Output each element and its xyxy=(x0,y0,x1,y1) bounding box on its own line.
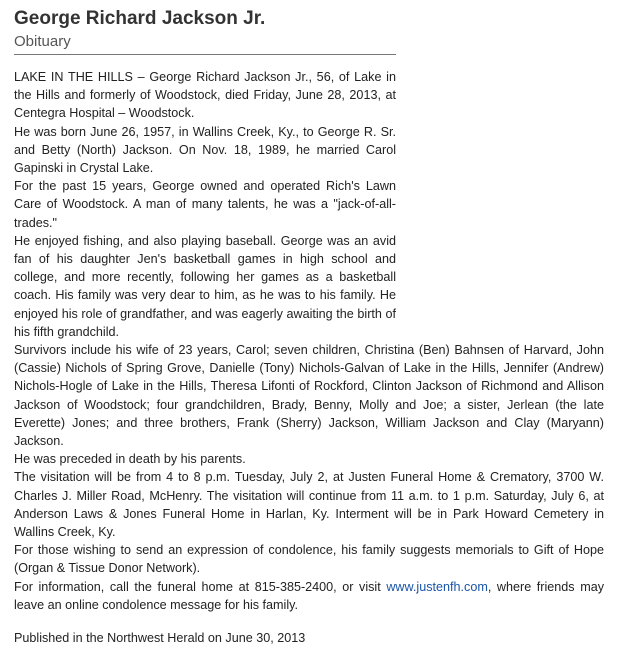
obituary-page xyxy=(14,6,604,647)
paragraph-career: For the past 15 years, George owned and operated Rich's Lawn Care of Woodstock. A man of many talents, he was a "jack-of-all-trades." xyxy=(14,179,396,230)
page-title: George Richard Jackson Jr. xyxy=(14,8,266,29)
paragraph-intro: LAKE IN THE HILLS – George Richard Jackson Jr., 56, of Lake in the Hills and formerly of Woodstock, died Friday, June 28, 2013, at Centegra Hospital – Woodstock. xyxy=(14,70,396,121)
paragraph-memorials: For those wishing to send an expression of condolence, his family suggests memorials to Gift of Hope (Organ & Tissue Donor Network). xyxy=(14,543,604,576)
paragraph-visitation: The visitation will be from 4 to 8 p.m. Tuesday, July 2, at Justen Funeral Home & Crematory, 3700 W. Charles J. Miller Road, McHenry. The visitation will continue from 11 a.m. to 1 p.m. Saturday, July 6, at Anderson Laws & Jones Funeral Home in Harlan, Ky. Interment will be in Park Howard Cemetery in Wallins Creek, Ky. xyxy=(14,470,604,540)
photo-space xyxy=(396,68,604,310)
published-line: Published in the Northwest Herald on June 30, 2013 xyxy=(14,631,306,646)
page-subtitle: Obituary xyxy=(14,33,71,50)
paragraph-information xyxy=(14,578,604,614)
paragraph-birth: He was born June 26, 1957, in Wallins Creek, Ky., to George R. Sr. and Betty (North) Jackson. On Nov. 18, 1989, he married Carol Gapinski in Crystal Lake. xyxy=(14,124,396,176)
funeral-home-link[interactable]: www.justenfh.com xyxy=(386,579,488,594)
info-text-before: For information, call the funeral home at 815-385-2400, or visit xyxy=(14,579,387,594)
obituary-header xyxy=(14,6,396,55)
paragraph-preceded: He was preceded in death by his parents. xyxy=(14,452,246,467)
paragraph-survivors: Survivors include his wife of 23 years, Carol; seven children, Christina (Ben) Bahnsen of Harvard, John (Cassie) Nichols of Spring Grove, Danielle (Tony) Nichols-Galvan of Lake in the Hills, Jennifer (Andrew) Nichols-Hogle of Lake in the Hills, Theresa Lifonti of Rockford, Clinton Jackson of Richmond and Allison Jackson of Woodstock; four grandchildren, Brady, Benny, Molly and Joe; a sister, Jerlean (the late Everette) Jones; and three brothers, Frank (Sherry) Jackson, William Jackson and Clay (Maryann) Jackson. xyxy=(14,343,604,449)
info-text-after: , where friends may leave an online condolence message for his family. xyxy=(14,579,604,612)
obituary-body xyxy=(14,68,604,614)
paragraph-hobbies: He enjoyed fishing, and also playing baseball. George was an avid fan of his daughter Jen's basketball games in high school and college, and more recently, following her games as a basketball coach. His family was very dear to him, as he was to his family. He enjoyed his role of grandfather, and was eagerly awaiting the birth of his fifth grandchild. xyxy=(14,233,396,339)
